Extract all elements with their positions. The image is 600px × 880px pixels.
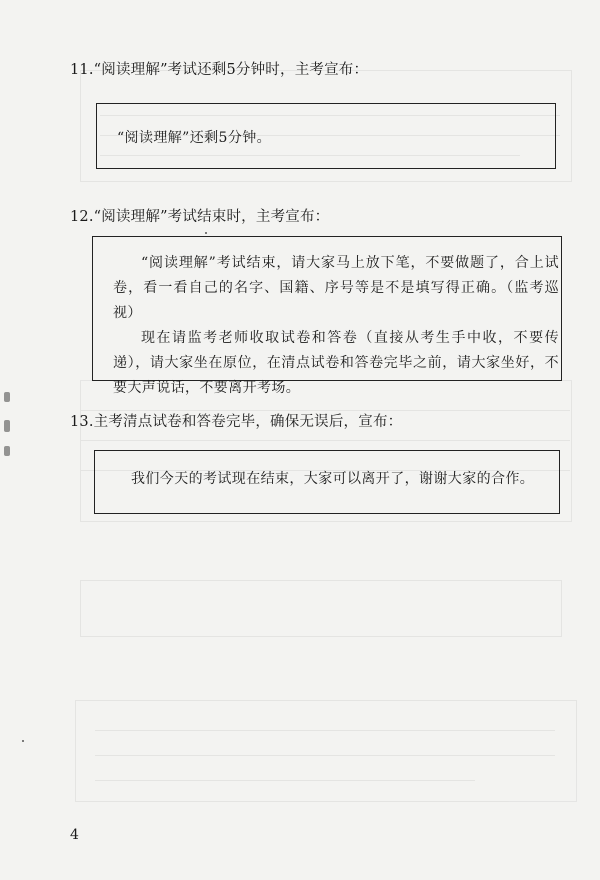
section-13-heading: 13.主考清点试卷和答卷完毕，确保无误后，宣布： — [70, 414, 403, 430]
section-11-heading: 11.“阅读理解”考试还剩5分钟时，主考宣布： — [70, 62, 369, 78]
section-11-announcement-text: “阅读理解”还剩5分钟。 — [117, 130, 272, 146]
section-13-announcement-text: 我们今天的考试现在结束，大家可以离开了，谢谢大家的合作。 — [131, 471, 535, 487]
scan-artifact — [4, 392, 10, 402]
page-number: 4 — [70, 827, 79, 843]
scan-artifact — [4, 446, 10, 456]
section-12-paragraph-1: “阅读理解”考试结束，请大家马上放下笔，不要做题了，合上试卷，看一看自己的名字、国籍、序号等是不是填写得正确。（监考巡视） — [113, 255, 559, 321]
scan-speck — [205, 232, 207, 234]
section-12-heading: 12.“阅读理解”考试结束时，主考宣布： — [70, 209, 330, 225]
section-12-paragraph-2: 现在请监考老师收取试卷和答卷（直接从考生手中收，不要传递），请大家坐在原位，在清点试卷和答卷完毕之前，请大家坐好，不要大声说话，不要离开考场。 — [113, 330, 559, 396]
scan-artifact — [4, 420, 10, 432]
section-12-announcement-box — [92, 236, 562, 396]
section-11-announcement-box — [96, 103, 556, 169]
section-12-announcement-text — [113, 251, 559, 401]
section-13-announcement-box — [94, 450, 560, 514]
scan-speck — [22, 740, 24, 742]
